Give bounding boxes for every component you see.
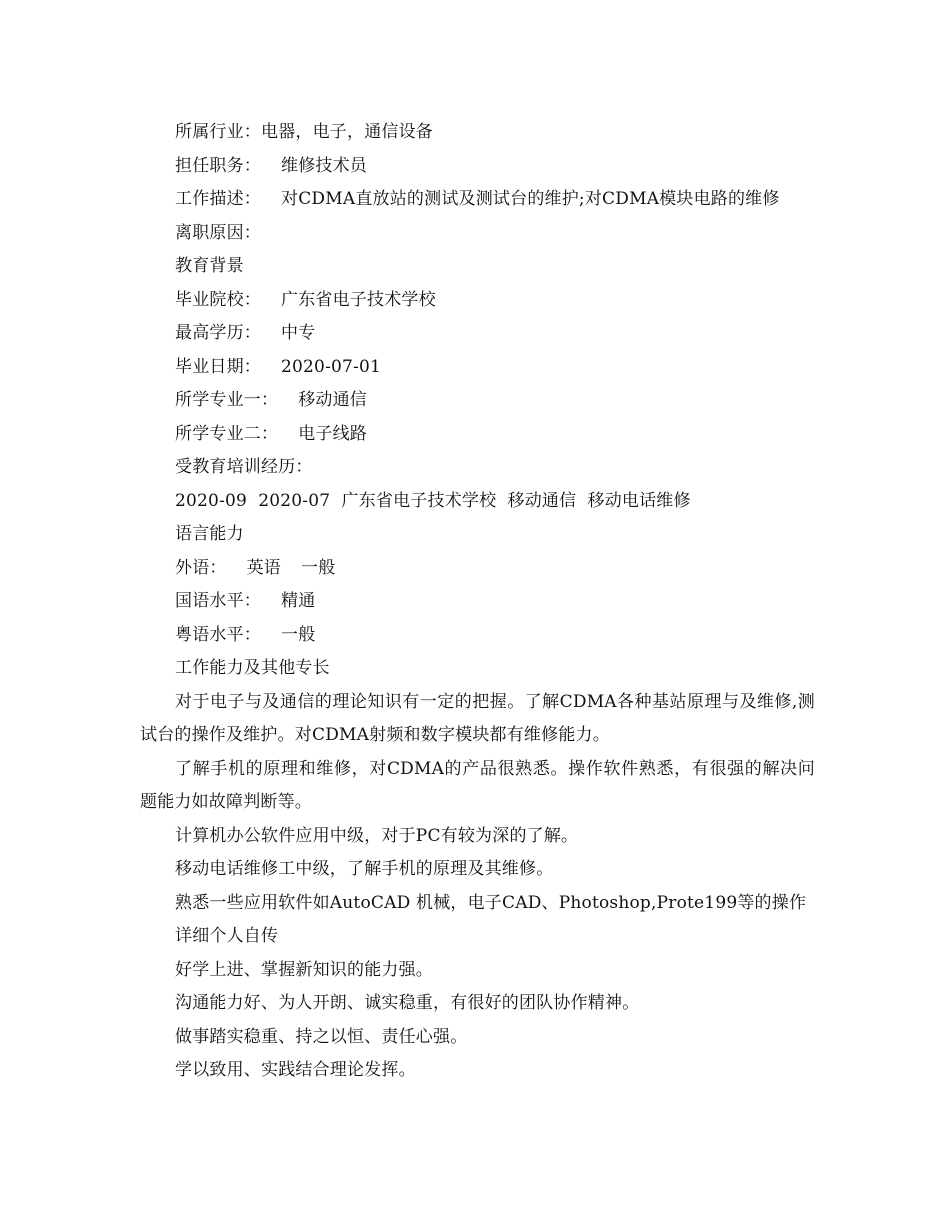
degree-row bbox=[140, 317, 815, 351]
position-row bbox=[140, 150, 815, 184]
cantonese-label: 粤语水平： bbox=[175, 624, 261, 645]
foreign-label: 外语： bbox=[175, 557, 227, 578]
skills-paragraph-4: 移动电话维修工中级，了解手机的原理及其维修。 bbox=[175, 859, 554, 879]
position-label: 担任职务： bbox=[175, 155, 261, 176]
mandarin-label: 国语水平： bbox=[175, 591, 261, 611]
industry-value: 电器，电子，通信设备 bbox=[261, 122, 433, 142]
self-intro-heading: 详细个人自传 bbox=[175, 926, 279, 946]
school-value: 广东省电子技术学校 bbox=[281, 289, 436, 310]
description-row bbox=[140, 183, 815, 217]
training-label: 受教育培训经历： bbox=[175, 457, 313, 477]
grad-date-label: 毕业日期： bbox=[175, 356, 261, 377]
education-heading: 教育背景 bbox=[175, 256, 244, 276]
major1-label: 所学专业一： bbox=[175, 390, 279, 410]
cantonese-row bbox=[140, 619, 815, 653]
skills-heading: 工作能力及其他专长 bbox=[175, 658, 330, 678]
description-value: 对CDMA直放站的测试及测试台的维护;对CDMA模块电路的维修 bbox=[281, 189, 780, 209]
mandarin-value: 精通 bbox=[281, 591, 316, 611]
skills-paragraph-1: 对于电子与及通信的理论知识有一定的把握。了解CDMA各种基站原理与及维修,测试台的操作及维护。对CDMA射频和数字模块都有维修能力。 bbox=[140, 691, 815, 745]
mandarin-row bbox=[140, 585, 815, 619]
major2-label: 所学专业二： bbox=[175, 423, 279, 444]
skills-paragraph-5: 熟悉一些应用软件如AutoCAD 机械，电子CAD、Photoshop,Prote199等的操作 bbox=[175, 892, 807, 913]
skills-paragraph-2: 了解手机的原理和维修，对CDMA的产品很熟悉。操作软件熟悉，有很强的解决问题能力如故障判断等。 bbox=[140, 758, 815, 812]
industry-label: 所属行业： bbox=[175, 122, 261, 142]
self-intro-line-4: 学以致用、实践结合理论发挥。 bbox=[175, 1060, 416, 1080]
grad-date-value: 2020-07-01 bbox=[281, 356, 382, 377]
self-intro-line-2: 沟通能力好、为人开朗、诚实稳重，有很好的团队协作精神。 bbox=[175, 993, 640, 1013]
leave-reason-label: 离职原因： bbox=[175, 222, 261, 243]
major1-row bbox=[140, 384, 815, 418]
major2-row bbox=[140, 418, 815, 452]
degree-label: 最高学历： bbox=[175, 323, 261, 343]
foreign-level: 一般 bbox=[301, 557, 336, 578]
major2-value: 电子线路 bbox=[298, 423, 368, 444]
cantonese-value: 一般 bbox=[281, 624, 316, 645]
major1-value: 移动通信 bbox=[298, 390, 368, 410]
language-heading: 语言能力 bbox=[175, 524, 244, 544]
leave-reason-row bbox=[140, 217, 815, 251]
degree-value: 中专 bbox=[281, 323, 316, 343]
foreign-language-row bbox=[140, 552, 815, 586]
resume-content bbox=[140, 116, 815, 1088]
position-value: 维修技术员 bbox=[281, 155, 367, 176]
grad-date-row bbox=[140, 351, 815, 385]
self-intro-line-1: 好学上进、掌握新知识的能力强。 bbox=[175, 959, 433, 980]
training-record: 2020-09 2020-07 广东省电子技术学校 移动通信 移动电话维修 bbox=[175, 490, 691, 511]
skills-paragraph-3: 计算机办公软件应用中级，对于PC有较为深的了解。 bbox=[175, 825, 579, 846]
school-row bbox=[140, 284, 815, 318]
description-label: 工作描述： bbox=[175, 189, 261, 209]
self-intro-line-3: 做事踏实稳重、持之以恒、责任心强。 bbox=[175, 1026, 468, 1047]
industry-row bbox=[140, 116, 815, 150]
school-label: 毕业院校： bbox=[175, 289, 261, 310]
foreign-lang: 英语 bbox=[246, 557, 282, 578]
